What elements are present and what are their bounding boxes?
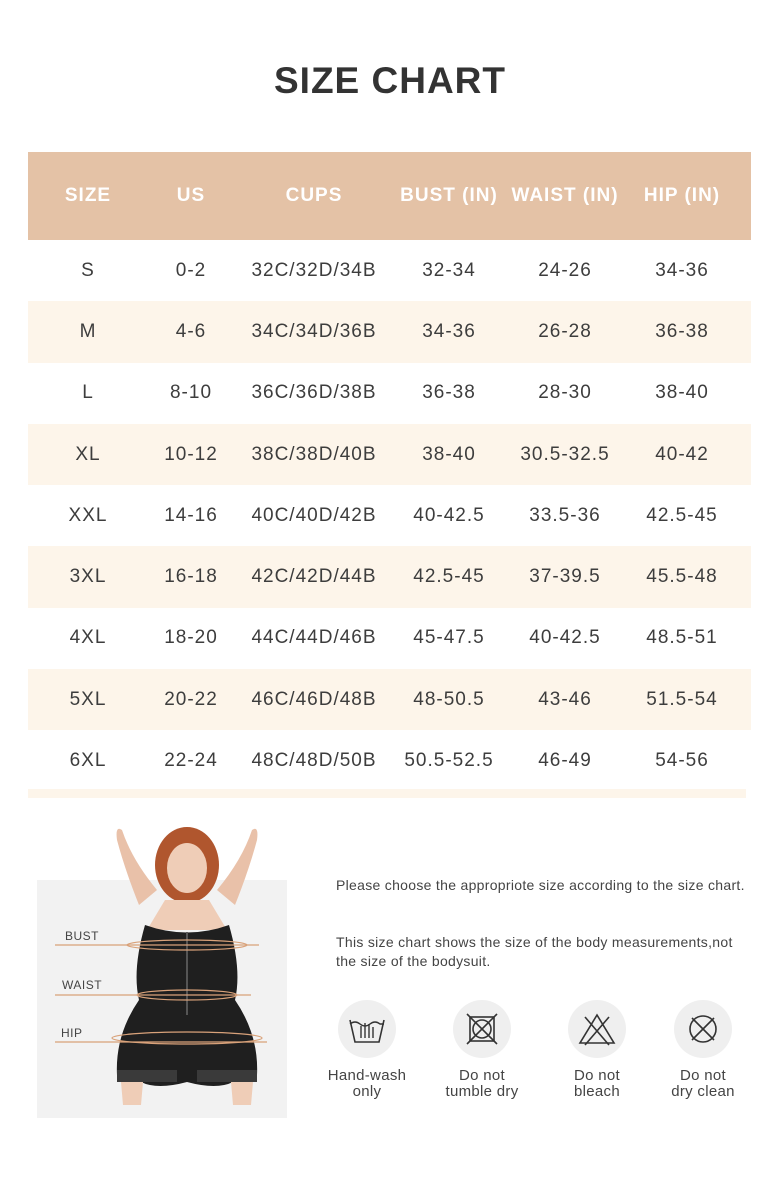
- header-waist: WAIST (IN): [511, 185, 619, 206]
- care-label: Do not tumble dry: [445, 1067, 519, 1100]
- cell-cups: 48C/48D/50B: [251, 750, 377, 772]
- care-no-bleach: [542, 1000, 652, 1100]
- cell-cups: 32C/32D/34B: [251, 259, 377, 281]
- header-hip: HIP (IN): [643, 185, 721, 206]
- cell-waist: 46-49: [538, 750, 592, 772]
- hip-label: HIP: [61, 1026, 83, 1040]
- size-note-2: This size chart shows the size of the body measurements,not the size of the bodysuit.: [336, 934, 733, 969]
- page-title: SIZE CHART: [274, 60, 506, 101]
- cell-bust: 40-42.5: [413, 504, 485, 526]
- cell-hip: 51.5-54: [646, 688, 718, 710]
- care-label: Hand-wash only: [327, 1067, 407, 1100]
- table-header: [28, 152, 751, 240]
- cell-hip: 38-40: [655, 382, 709, 404]
- header-us: US: [176, 185, 206, 206]
- cell-us: 16-18: [164, 566, 218, 588]
- cell-us: 20-22: [164, 688, 218, 710]
- table-row: [28, 301, 751, 362]
- bust-label: BUST: [65, 929, 100, 943]
- cell-waist: 30.5-32.5: [520, 443, 610, 465]
- cell-bust: 42.5-45: [413, 566, 485, 588]
- care-label: Do not dry clean: [671, 1067, 735, 1100]
- table-bottom-strip: [28, 789, 746, 798]
- header-size: SIZE: [64, 185, 112, 206]
- size-note-1: Please choose the appropriote size according to the size chart.: [336, 877, 745, 893]
- cell-size: XL: [75, 443, 101, 465]
- table-row: [28, 240, 751, 301]
- cell-size: 3XL: [69, 566, 107, 588]
- header-bust: BUST (IN): [400, 185, 498, 206]
- hand-wash-icon: [338, 1000, 396, 1058]
- cell-waist: 26-28: [538, 320, 592, 342]
- cell-size: M: [79, 320, 97, 342]
- do-not-tumble-dry-icon: [453, 1000, 511, 1058]
- do-not-dry-clean-icon: [674, 1000, 732, 1058]
- table-row: [28, 608, 751, 669]
- cell-hip: 48.5-51: [646, 627, 718, 649]
- cell-bust: 48-50.5: [413, 688, 485, 710]
- table-row: [28, 730, 751, 791]
- cell-us: 8-10: [169, 382, 213, 404]
- cell-cups: 38C/38D/40B: [251, 443, 377, 465]
- table-body: [28, 240, 751, 792]
- care-no-dry-clean: [648, 1000, 758, 1100]
- cell-hip: 34-36: [655, 259, 709, 281]
- cell-bust: 34-36: [422, 320, 476, 342]
- cell-bust: 50.5-52.5: [404, 750, 494, 772]
- cell-bust: 36-38: [422, 382, 476, 404]
- cell-cups: 36C/36D/38B: [251, 382, 377, 404]
- cell-waist: 28-30: [538, 382, 592, 404]
- cell-bust: 45-47.5: [413, 627, 485, 649]
- header-cups: CUPS: [285, 185, 343, 206]
- cell-bust: 32-34: [422, 259, 476, 281]
- cell-size: S: [81, 259, 95, 281]
- table-row: [28, 669, 751, 730]
- cell-waist: 43-46: [538, 688, 592, 710]
- size-table: [28, 152, 751, 792]
- care-no-tumble-dry: [427, 1000, 537, 1100]
- cell-size: XXL: [68, 504, 108, 526]
- cell-cups: 44C/44D/46B: [251, 627, 377, 649]
- cell-hip: 40-42: [655, 443, 709, 465]
- cell-us: 0-2: [175, 259, 207, 281]
- cell-size: 6XL: [69, 750, 107, 772]
- cell-us: 4-6: [175, 320, 207, 342]
- cell-size: 4XL: [69, 627, 107, 649]
- cell-waist: 37-39.5: [529, 566, 601, 588]
- cell-waist: 24-26: [538, 259, 592, 281]
- cell-us: 10-12: [164, 443, 218, 465]
- cell-cups: 40C/40D/42B: [251, 504, 377, 526]
- table-row: [28, 363, 751, 424]
- cell-size: L: [82, 382, 94, 404]
- cell-cups: 46C/46D/48B: [251, 688, 377, 710]
- cell-bust: 38-40: [422, 443, 476, 465]
- cell-us: 18-20: [164, 627, 218, 649]
- do-not-bleach-icon: [568, 1000, 626, 1058]
- care-hand-wash: [312, 1000, 422, 1100]
- care-label: Do not bleach: [573, 1067, 620, 1100]
- cell-waist: 40-42.5: [529, 627, 601, 649]
- model-figure: [37, 820, 297, 1120]
- cell-hip: 45.5-48: [646, 566, 718, 588]
- cell-us: 22-24: [164, 750, 218, 772]
- cell-us: 14-16: [164, 504, 218, 526]
- table-row: [28, 546, 751, 607]
- cell-hip: 36-38: [655, 320, 709, 342]
- cell-cups: 42C/42D/44B: [251, 566, 377, 588]
- cell-hip: 54-56: [655, 750, 709, 772]
- table-row: [28, 485, 751, 546]
- cell-waist: 33.5-36: [529, 504, 601, 526]
- cell-hip: 42.5-45: [646, 504, 718, 526]
- table-row: [28, 424, 751, 485]
- cell-size: 5XL: [69, 688, 107, 710]
- waist-label: WAIST: [62, 978, 103, 992]
- cell-cups: 34C/34D/36B: [251, 320, 377, 342]
